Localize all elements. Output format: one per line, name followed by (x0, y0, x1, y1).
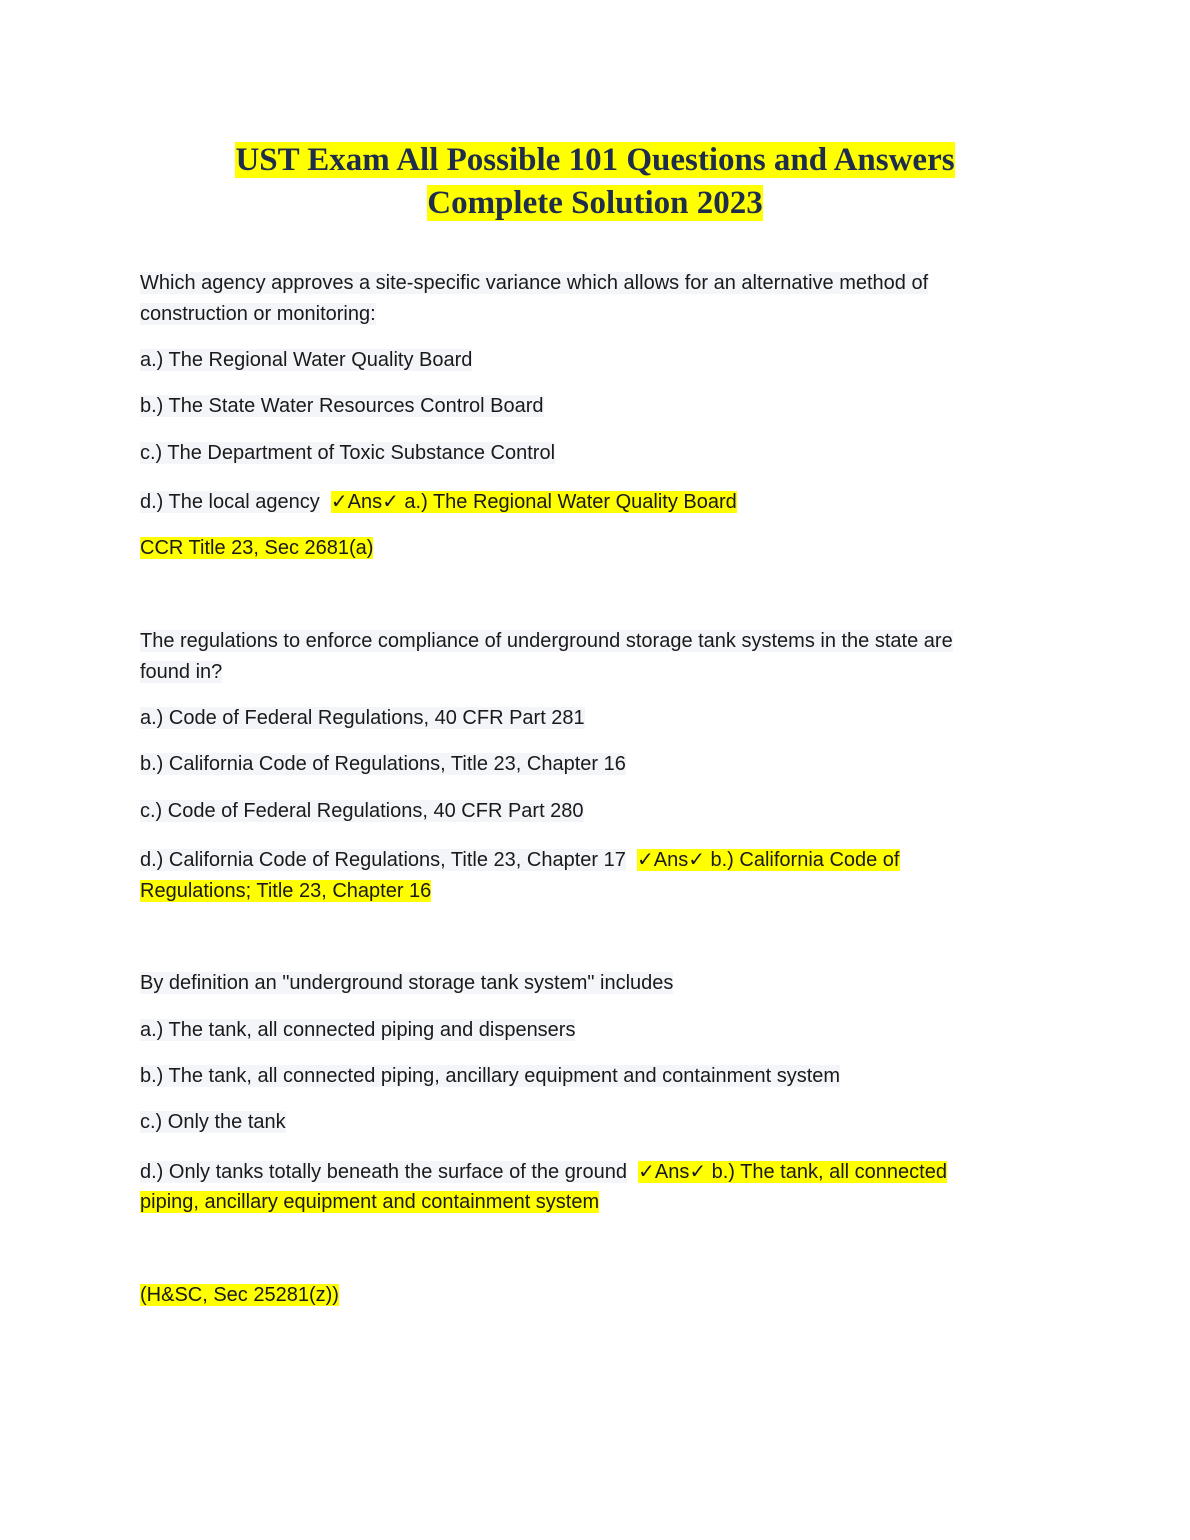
document-title-line-1: UST Exam All Possible 101 Questions and Answers (235, 142, 955, 178)
q2-answer-line-2: Regulations; Title 23, Chapter 16 (140, 880, 432, 902)
q1-reference: CCR Title 23, Sec 2681(a) (140, 537, 374, 559)
q3-option-a: a.) The tank, all connected piping and dispensers (140, 1019, 576, 1041)
q3-option-b: b.) The tank, all connected piping, ancillary equipment and containment system (140, 1065, 841, 1087)
q1-option-d: d.) The local agency ✓Ans✓ a.) The Regional Water Quality Board (140, 491, 737, 513)
q1-prompt-line-2: construction or monitoring: (140, 303, 376, 325)
q1-option-a: a.) The Regional Water Quality Board (140, 349, 473, 371)
q1-answer: ✓Ans✓ a.) The Regional Water Quality Board (330, 491, 737, 513)
document-title-line-2: Complete Solution 2023 (427, 185, 763, 221)
q2-option-d: d.) California Code of Regulations, Title 23, Chapter 17 ✓Ans✓ b.) California Code of (140, 849, 900, 871)
q1-option-b: b.) The State Water Resources Control Board (140, 395, 544, 417)
q3-reference: (H&SC, Sec 25281(z)) (140, 1284, 339, 1306)
q1-option-c: c.) The Department of Toxic Substance Control (140, 442, 556, 464)
q1-prompt-line-1: Which agency approves a site-specific variance which allows for an alternative method of (140, 272, 929, 294)
q2-option-b: b.) California Code of Regulations, Title 23, Chapter 16 (140, 753, 626, 775)
q2-prompt-line-2: found in? (140, 661, 223, 683)
q2-option-a: a.) Code of Federal Regulations, 40 CFR Part 281 (140, 707, 585, 729)
q3-option-d: d.) Only tanks totally beneath the surface of the ground ✓Ans✓ b.) The tank, all connected (140, 1161, 947, 1183)
q3-prompt-line-1: By definition an "underground storage tank system" includes (140, 972, 674, 994)
q2-prompt-line-1: The regulations to enforce compliance of underground storage tank systems in the state are (140, 630, 953, 652)
q2-answer-line-1: ✓Ans✓ b.) California Code of (636, 849, 900, 871)
q3-answer-line-1: ✓Ans✓ b.) The tank, all connected (638, 1161, 947, 1183)
q3-answer-line-2: piping, ancillary equipment and containment system (140, 1191, 600, 1213)
q2-option-c: c.) Code of Federal Regulations, 40 CFR Part 280 (140, 800, 584, 822)
q3-option-c: c.) Only the tank (140, 1111, 286, 1133)
